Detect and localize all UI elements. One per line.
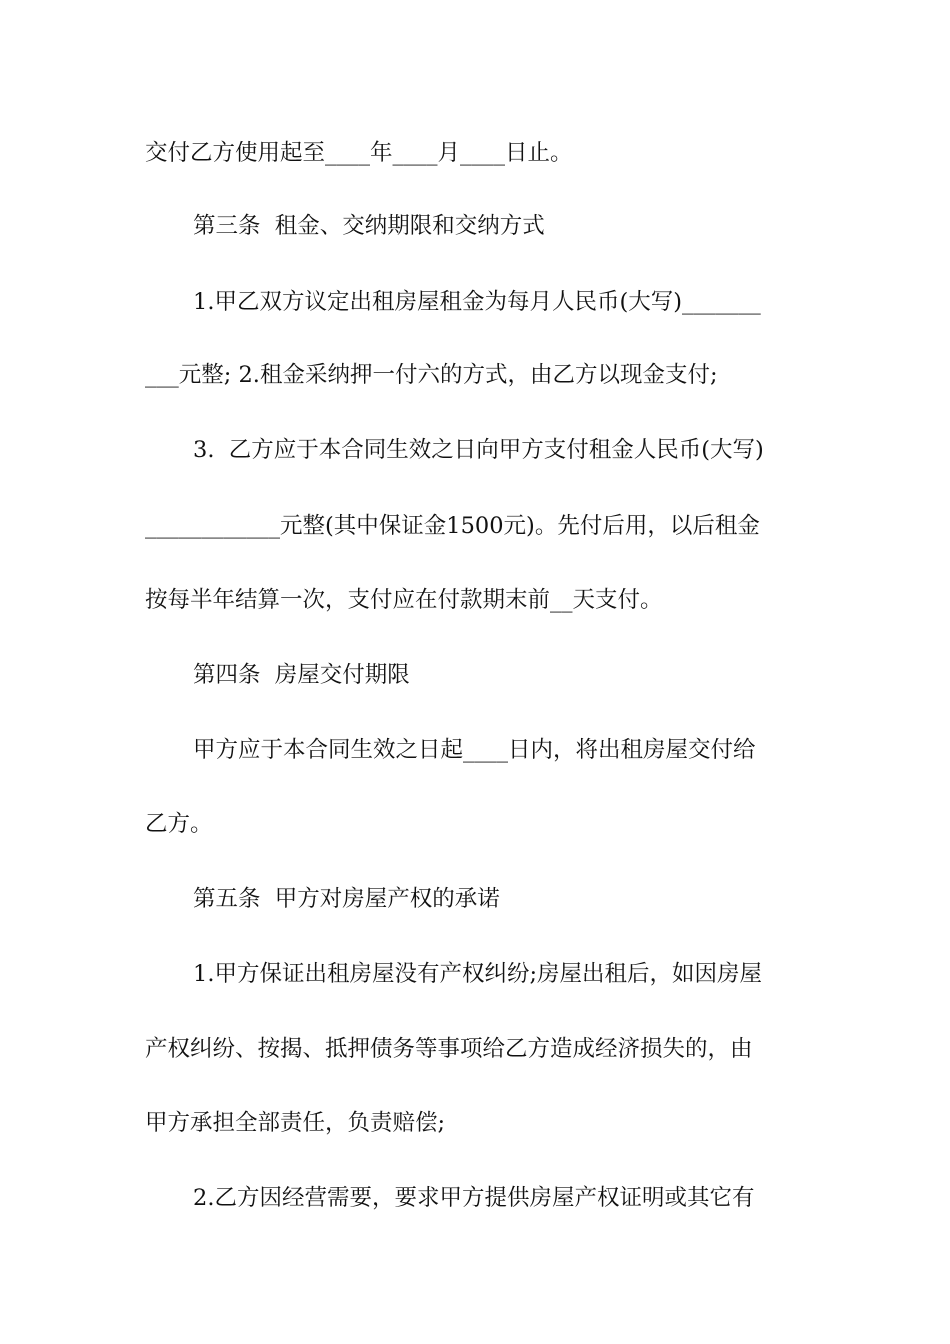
paragraph-line: 甲方应于本合同生效之日起____日内，将出租房屋交付给	[193, 737, 756, 763]
paragraph-line: 产权纠纷、按揭、抵押债务等事项给乙方造成经济损失的，由	[145, 1036, 753, 1062]
article-4-heading: 第四条 房屋交付期限	[193, 662, 410, 688]
paragraph-line: 甲方承担全部责任，负责赔偿;	[145, 1110, 446, 1136]
paragraph-line: 按每半年结算一次，支付应在付款期末前__天支付。	[145, 587, 663, 613]
article-5-heading: 第五条 甲方对房屋产权的承诺	[193, 886, 500, 912]
paragraph-line: 1.甲方保证出租房屋没有产权纠纷;房屋出租后，如因房屋	[193, 961, 763, 987]
paragraph-line: 3. 乙方应于本合同生效之日向甲方支付租金人民币(大写)	[193, 437, 764, 463]
article-3-heading: 第三条 租金、交纳期限和交纳方式	[193, 213, 545, 239]
paragraph-line: 1.甲乙双方议定出租房屋租金为每月人民币(大写)_______	[193, 289, 761, 315]
paragraph-line: 2.乙方因经营需要，要求甲方提供房屋产权证明或其它有	[193, 1185, 755, 1211]
text-line-continuation: 交付乙方使用起至____年____月____日止。	[145, 140, 573, 166]
paragraph-line: 乙方。	[145, 811, 213, 837]
paragraph-line: ____________元整(其中保证金1500元)。先付后用，以后租金	[145, 513, 760, 539]
paragraph-line: ___元整; 2.租金采纳押一付六的方式，由乙方以现金支付;	[145, 362, 718, 388]
